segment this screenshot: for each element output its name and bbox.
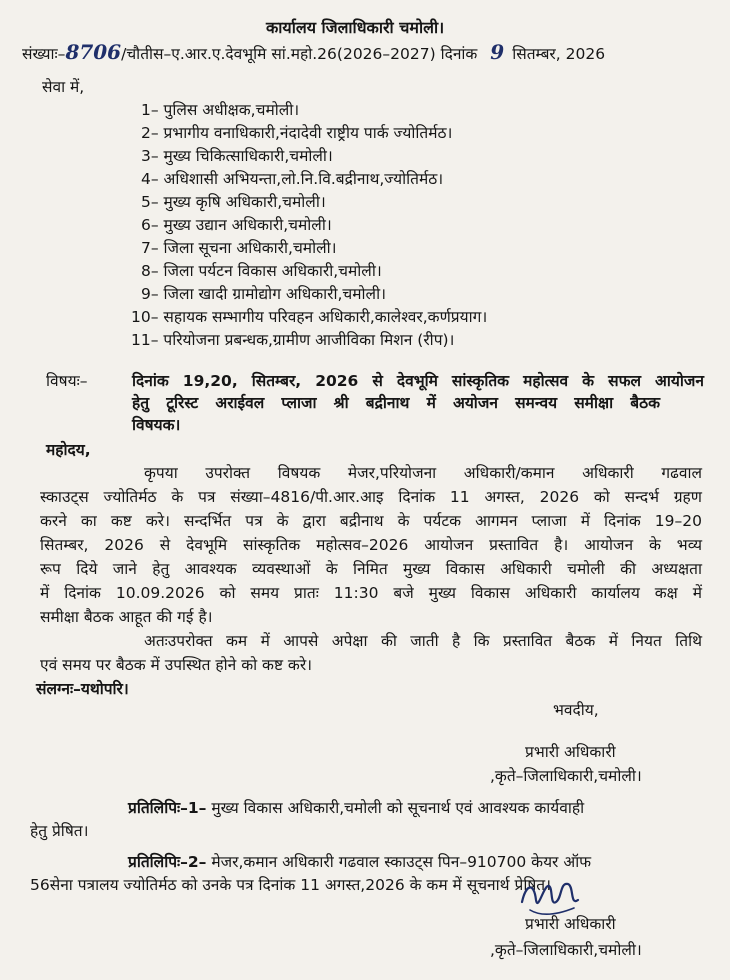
subject-line: हेतु टूरिस्ट अराईवल प्लाजा श्री बद्रीनाथ में अयोजन समन्वय समीक्षा बैठक [132,394,660,412]
office-title: कार्यालय जिलाधिकारी चमोली। [266,18,445,37]
recipient-item: 4– अधिशासी अभियन्ता,लो.नि.वि.बद्रीनाथ,ज्योतिर्मठ। [141,170,444,188]
copy2-label: प्रतिलिपिः–2– [128,853,207,871]
recipient-item: 7– जिला सूचना अधिकारी,चमोली। [141,239,337,257]
recipient-item: 10– सहायक सम्भागीय परिवहन अधिकारी,कालेश्वर,कर्णप्रयाग। [131,308,488,326]
ref-number-handwritten: 8706 [65,40,122,64]
date-rest: सितम्बर, 2026 [512,45,606,63]
ref-body: /चौतीस–ए.आर.ए.देवभूमि सां.महो.26(2026–2027) दिनांक [121,45,478,63]
reference-line [22,42,605,64]
recipient-item: 11– परियोजना प्रबन्धक,ग्रामीण आजीविका मिशन (रीप)। [131,331,455,349]
recipient-item: 3– मुख्य चिकित्साधिकारी,चमोली। [141,147,333,165]
subject-label: विषयः– [46,372,88,390]
copy1-text: मुख्य विकास अधिकारी,चमोली को सूचनार्थ एवं आवश्यक कार्यवाही [211,799,585,817]
recipient-item: 8– जिला पर्यटन विकास अधिकारी,चमोली। [141,262,382,280]
recipient-item: 5– मुख्य कृषि अधिकारी,चमोली। [141,193,326,211]
salutation-to: सेवा में, [42,78,85,96]
body-line: करने का कष्ट करे। सन्दर्भित पत्र के द्वारा बद्रीनाथ के पर्यटक आगमन प्लाजा में दिनांक 19–20 [40,512,702,530]
recipient-item: 1– पुलिस अधीक्षक,चमोली। [141,101,300,119]
body-line: अतःउपरोक्त कम में आपसे अपेक्षा की जाती है कि प्रस्तावित बैठक में नियत तिथि [144,632,702,650]
copy1-text2: हेतु प्रेषित। [30,822,89,840]
copy2-text2: 56सेना पत्रालय ज्योतिर्मठ को उनके पत्र दिनांक 11 अगस्त,2026 के कम में सूचनार्थ प्रेषित। [30,876,552,894]
subject-line: विषयक। [132,416,181,434]
body-line: समीक्षा बैठक आहूत की गई है। [40,608,213,626]
greeting: महोदय, [46,441,91,459]
body-line: कृपया उपरोक्त विषयक मेजर,परियोजना अधिकारी/कमान अधिकारी गढवाल [144,464,702,482]
body-line: रूप दिये जाने हेतु आवश्यक व्यवस्थाओं के निमित मुख्य विकास अधिकारी चमोली की अध्यक्षता [40,560,702,578]
signatory1-title: प्रभारी अधिकारी [525,743,616,761]
subject-line: दिनांक 19,20, सितम्बर, 2026 से देवभूमि सांस्कृतिक महोत्सव के सफल आयोजन [132,372,704,390]
copy1-line [128,798,584,818]
copy1-label: प्रतिलिपिः–1– [128,799,207,817]
recipient-item: 2– प्रभागीय वनाधिकारी,नंदादेवी राष्ट्रीय पार्क ज्योतिर्मठ। [141,124,453,142]
signatory2-title: प्रभारी अधिकारी [525,915,616,933]
copy2-text: मेजर,कमान अधिकारी गढवाल स्काउट्स पिन–910700 केयर ऑफ [211,853,592,871]
signatory1-for: ,कृते–जिलाधिकारी,चमोली। [490,767,642,785]
ref-prefix: संख्याः– [22,45,66,63]
signatory2-for: ,कृते–जिलाधिकारी,चमोली। [490,941,642,959]
body-line: एवं समय पर बैठक में उपस्थित होने को कष्ट करे। [40,656,313,674]
recipient-item: 6– मुख्य उद्यान अधिकारी,चमोली। [141,216,332,234]
body-line: में दिनांक 10.09.2026 को समय प्रातः 11:30 बजे मुख्य विकास अधिकारी कार्यालय कक्ष में [40,584,702,602]
enclosure: संलग्नः–यथोपरि। [36,680,129,698]
recipient-item: 9– जिला खादी ग्रामोद्योग अधिकारी,चमोली। [141,285,386,303]
date-day-handwritten: 9 [490,40,505,64]
copy2-line [128,852,591,872]
body-line: सितम्बर, 2026 से देवभूमि सांस्कृतिक महोत्सव–2026 आयोजन प्रस्तावित है। आयोजन के भव्य [40,536,702,554]
closing: भवदीय, [553,701,599,719]
body-line: स्काउट्स ज्योतिर्मठ के पत्र संख्या–4816/पी.आर.आइ दिनांक 11 अगस्त, 2026 को सन्दर्भ ग्रहण [40,488,702,506]
